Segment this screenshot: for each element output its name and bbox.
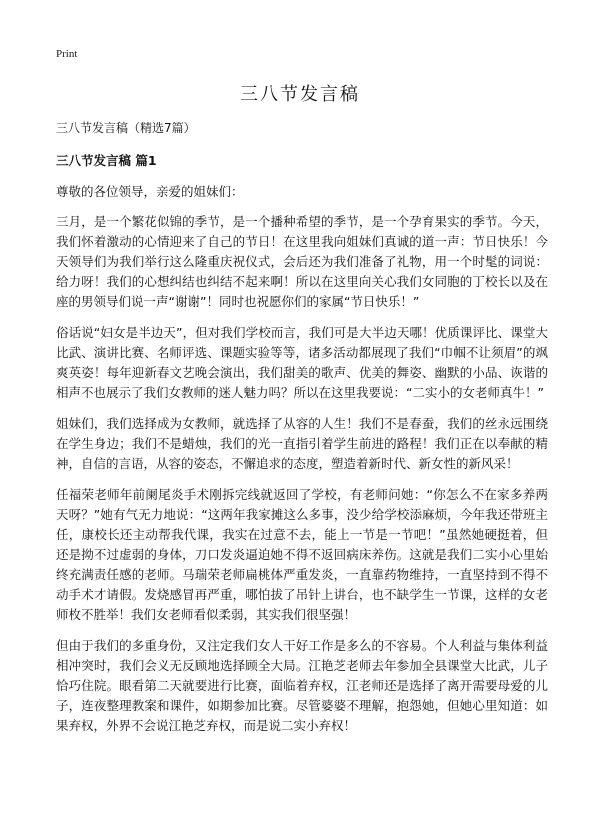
section-heading: 三八节发言稿 篇1 — [56, 153, 157, 168]
document-body — [56, 118, 548, 747]
paragraph-3: 姐妹们，我们选择成为女教师，就选择了从容的人生！我们不是春蚕，我们的丝永远围绕在学生身边；我们不是蜡烛，我们的光一直指引着学生前进的路程！我们正在以奉献的精神，自信的言语，从容的姿态，不懈追求的态度，塑造着新时代、新女性的新风采！ — [56, 416, 548, 471]
document-subtitle: 三八节发言稿（精选7篇） — [56, 121, 196, 135]
paragraph-5: 但由于我们的多重身份，又注定我们女人干好工作是多么的不容易。个人利益与集体利益相冲突时，我们会义无反顾地选择顾全大局。江艳芝老师去年参加全县课堂大比武，儿子恰巧住院。眼看第二天就要进行比赛，面临着弃权，江老师还是选择了离开需要母爱的儿子，连夜整理教案和课件，如期参加比赛。尽管婆婆不理解，抱怨她，但她心里知道：如果弃权，外界不会说江艳芝弃权，而是说二实小弃权！ — [56, 638, 548, 733]
paragraph-2: 俗话说“妇女是半边天”，但对我们学校而言，我们可是大半边天哪！优质课评比、课堂大比武、演讲比赛、名师评选、课题实验等等，诸多活动都展现了我们“巾帼不让须眉”的飒爽英姿！每年迎新春文艺晚会演出，我们甜美的歌声、优美的舞姿、幽默的小品、诙谐的相声不也展示了我们女教师的迷人魅力吗？所以在这里我要说：“二实小的女老师真牛！” — [56, 325, 548, 400]
paragraph-4: 任福荣老师年前阑尾炎手术刚拆完线就返回了学校，有老师问她：“你怎么不在家多养两天呀？”她有气无力地说：“这两年我家摊这么多事，没少给学校添麻烦，今年我还带班主任，康校长还主动帮我代课，我实在过意不去，能上一节是一节吧！”虽然她硬挺着，但还是拗不过虚弱的身体，刀口发炎逼迫她不得不返回病床养伤。这就是我们二实小心里始终充满责任感的老师。马瑞荣老师扁桃体严重发炎，一直靠药物维持，一直坚持到不得不动手术才请假。发烧感冒再严重，哪怕拔了吊针上讲台，也不缺学生一节课，这样的女老师枚不胜举！我们女老师看似柔弱，其实我们很坚强！ — [56, 487, 548, 622]
print-link[interactable]: Print — [56, 48, 78, 60]
greeting-line: 尊敬的各位领导，亲爱的姐妹们： — [56, 184, 244, 199]
paragraph-1: 三月，是一个繁花似锦的季节，是一个播种希望的季节，是一个孕育果实的季节。今天，我们怀着激动的心情迎来了自己的节日！在这里我向姐妹们真诚的道一声：节日快乐！今天领导们为我们举行这么隆重庆祝仪式，会后还为我们准备了礼物，用一个时髦的词说：给力呀！我们的心想纠结也纠结不起来啊！所以在这里向关心我们女同胞的丁校长以及在座的男领导们说一声“谢谢”！同时也祝愿你们的家属“节日快乐！” — [56, 214, 548, 309]
document-title: 三八节发言稿 — [240, 84, 360, 105]
